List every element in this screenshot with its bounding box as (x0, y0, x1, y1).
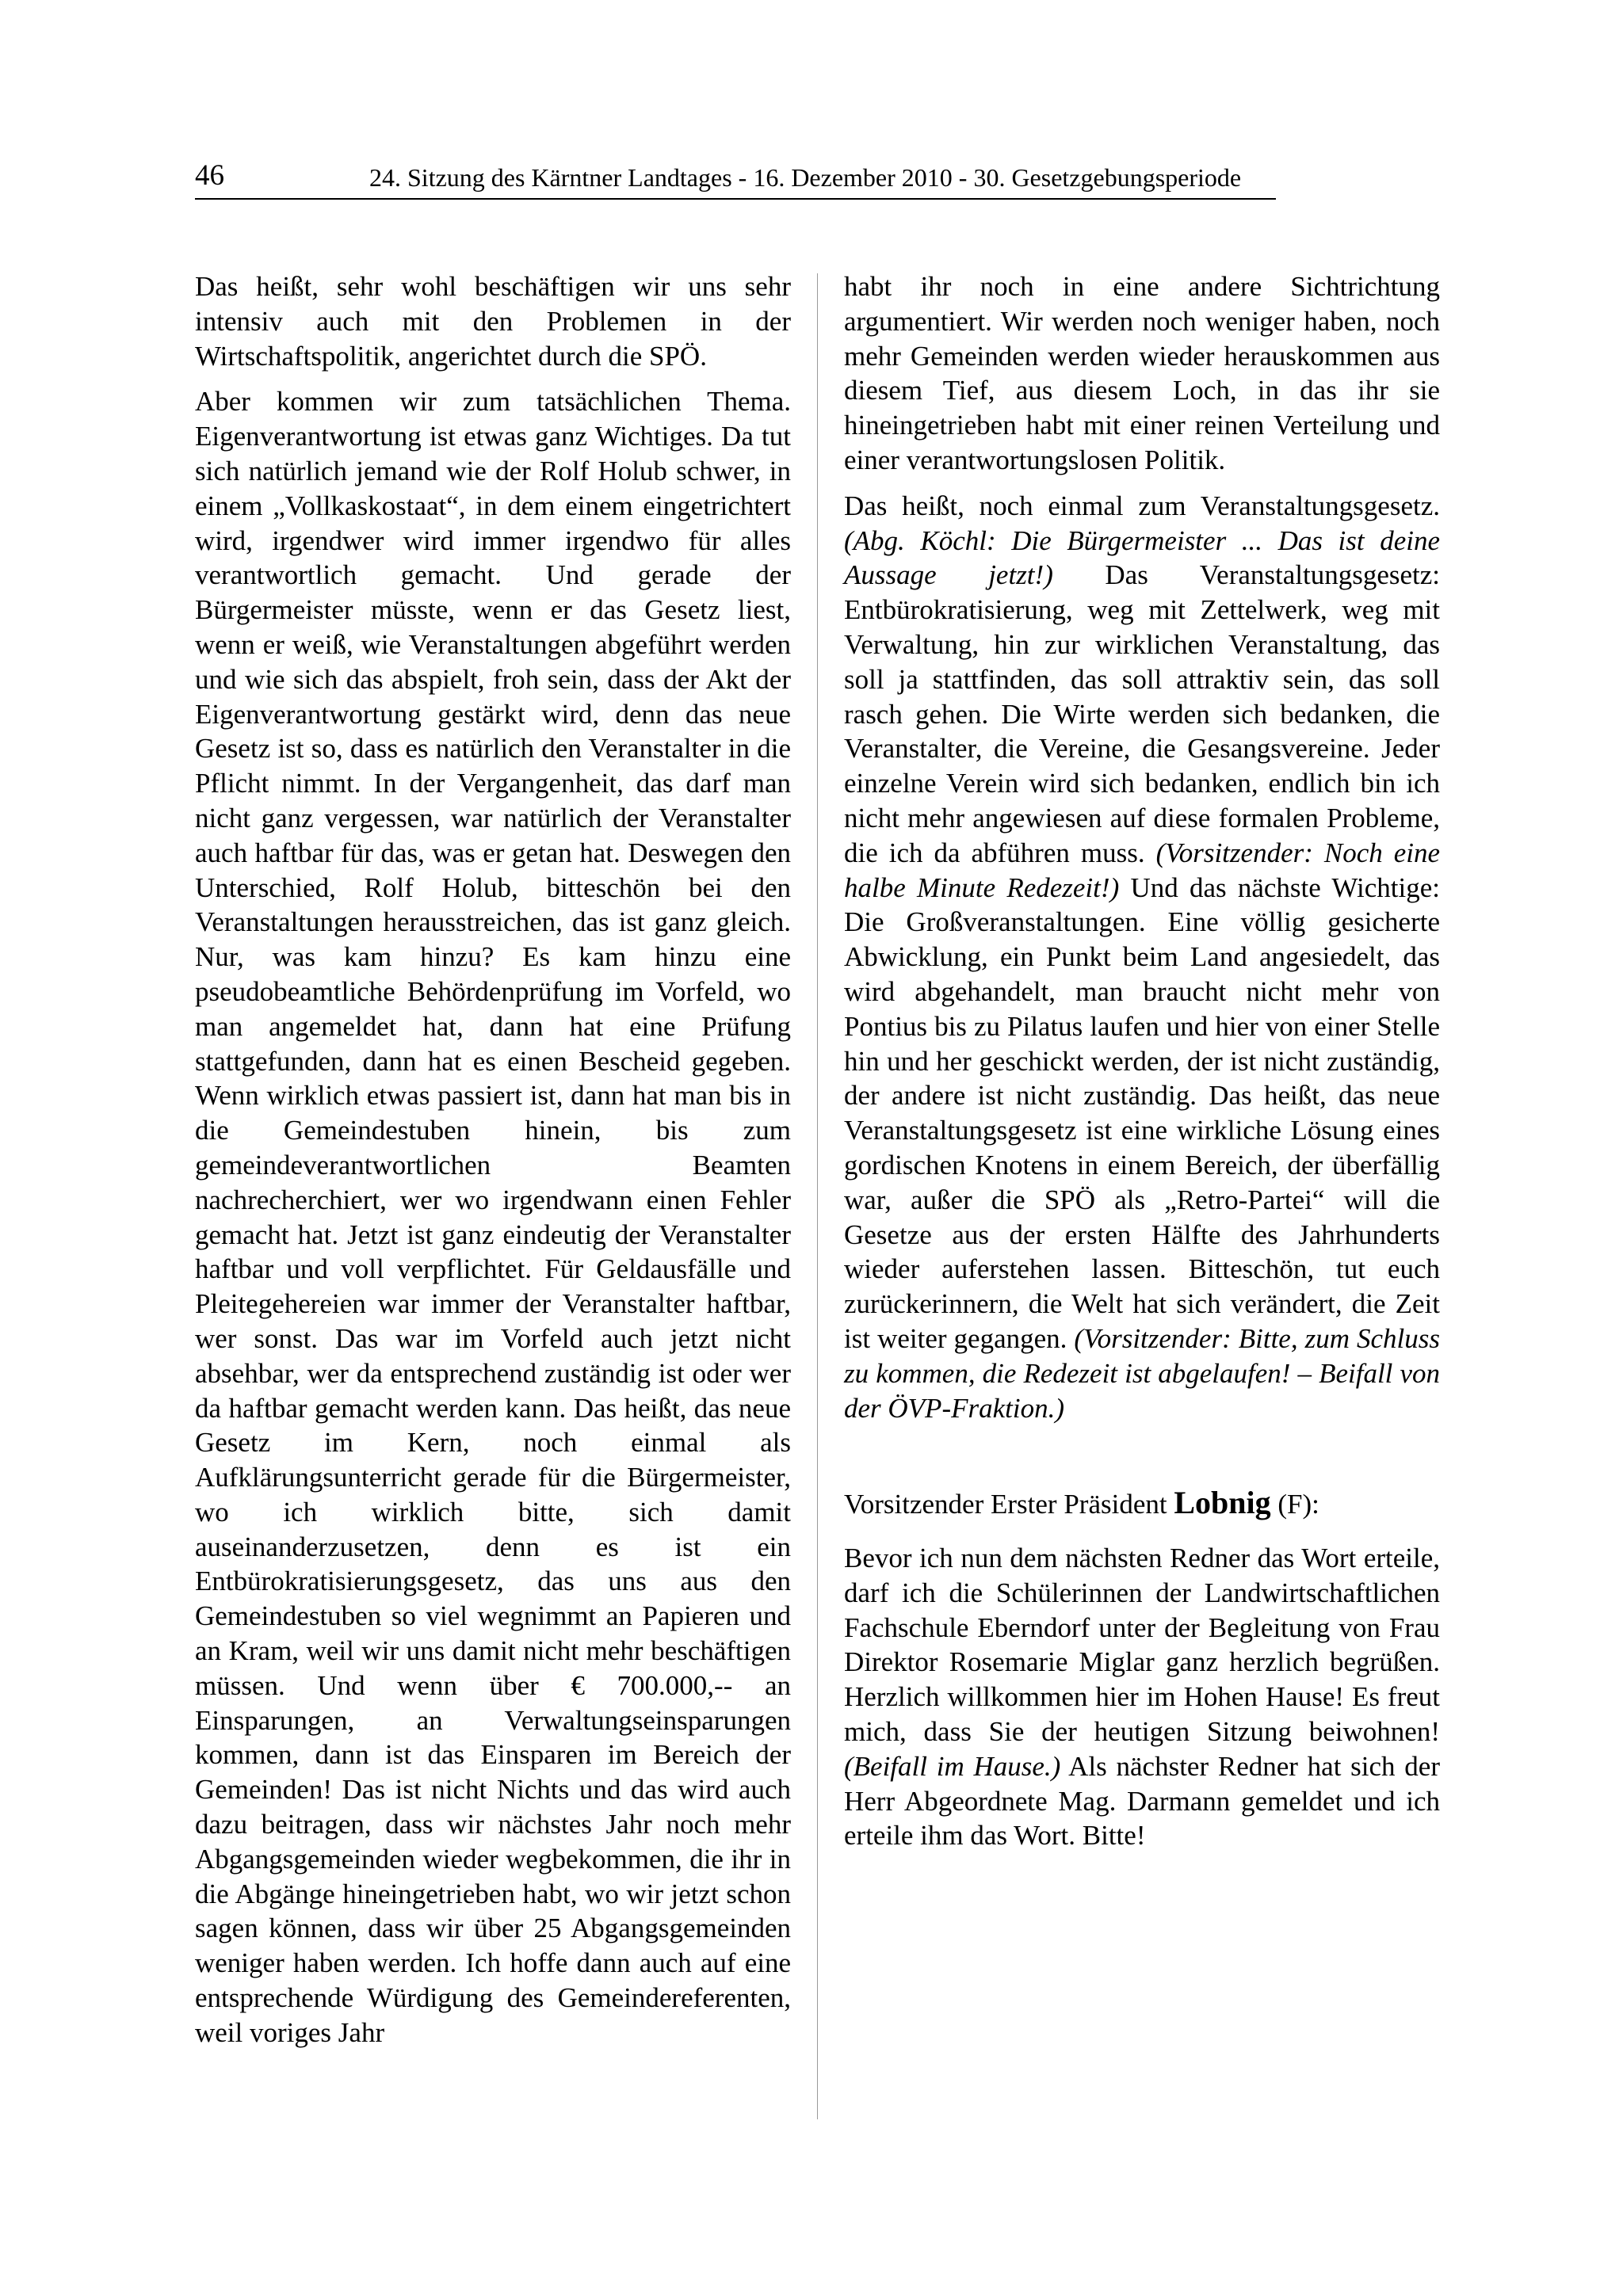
text-run: Das Veranstaltungsgesetz: Entbürokratisierung, weg mit Zettelwerk, weg mit Verwaltung, hin zur wirklichen Veranstaltung, das soll ja stattfinden, das soll attraktiv sein, das soll rasch gehen. Die Wirte werden sich bedanken, die Veranstalter, die Vereine, die Gesangsvereine. Jeder einzelne Verein wird sich bedanken, endlich bin ich nicht mehr angewiesen auf diese formalen Probleme, die ich da abführen muss. (844, 559, 1441, 868)
interjection: (Abg. Köchl: Die Bürgermeister ... Das ist deine Aussage jetzt!) (844, 524, 1440, 591)
page-number: 46 (195, 159, 224, 192)
text-run: Das heißt, noch einmal zum Veranstaltungsgesetz. (844, 490, 1440, 521)
paragraph (844, 1541, 1440, 1853)
right-column (844, 269, 1440, 1864)
speaker-line (844, 1486, 1440, 1522)
left-column (195, 269, 791, 2061)
paragraph: habt ihr noch in eine andere Sichtrichtung argumentiert. Wir werden noch weniger haben, noch mehr Gemeinden werden wieder herauskommen aus diesem Tief, aus diesem Loch, in das ihr sie hineingetrieben habt mit einer reinen Verteilung und einer verantwortungslosen Politik. (844, 271, 1440, 475)
speaker-name: Lobnig (1174, 1485, 1271, 1521)
text-run: Bevor ich nun dem nächsten Redner das Wort erteile, darf ich die Schülerinnen der Landwirtschaftlichen Fachschule Eberndorf unter der Begleitung von Frau Direktor Rosemarie Miglar ganz herzlich begrüßen. Herzlich willkommen hier im Hohen Hause! Es freut mich, dass Sie der heutigen Sitzung beiwohnen! (844, 1543, 1440, 1748)
paragraph: Das heißt, sehr wohl beschäftigen wir uns sehr intensiv auch mit den Problemen in der Wirtschaftspolitik, angerichtet durch die SPÖ. (195, 271, 791, 372)
paragraph: Aber kommen wir zum tatsächlichen Thema. Eigenverantwortung ist etwas ganz Wichtiges. Da tut sich natürlich jemand wie der Rolf Holub schwer, in einem „Vollkaskostaat“, in dem einem eingetrichtert wird, irgendwer wird immer irgendwo für alles verantwortlich gemacht. Und gerade der Bürgermeister müsste, wenn er das Gesetz liest, wenn er weiß, wie Veranstaltungen abgeführt werden und wie sich das abspielt, froh sein, dass der Akt der Eigenverantwortung gestärkt wird, denn das neue Gesetz ist so, dass es natürlich den Veranstalter in die Pflicht nimmt. In der Vergangenheit, das darf man nicht ganz vergessen, war natürlich der Veranstalter auch haftbar für das, was er getan hat. Deswegen den Unterschied, Rolf Holub, bitteschön bei den Veranstaltungen herausstreichen, das ist ganz gleich. Nur, was kam hinzu? Es kam hinzu eine pseudobeamtliche Behördenprüfung im Vorfeld, wo man angemeldet hat, dann hat eine Prüfung stattgefunden, dann hat es einen Bescheid gegeben. Wenn wirklich etwas passiert ist, dann hat man bis in die Gemeindestuben hinein, bis zum gemeindeverantwortlichen Beamten nachrecherchiert, wer wo irgendwann einen Fehler gemacht hat. Jetzt ist ganz eindeutig der Veranstalter haftbar und voll verpflichtet. Für Geldausfälle und Pleitegehereien war immer der Veranstalter haftbar, wer sonst. Das war im Vorfeld auch jetzt nicht absehbar, wer da entsprechend zuständig ist oder wer da haftbar gemacht werden kann. Das heißt, das neue Gesetz im Kern, noch einmal als Aufklärungsunterricht gerade für die Bürgermeister, wo ich wirklich bitte, sich damit auseinanderzusetzen, denn es ist ein Entbürokratisierungsgesetz, das uns aus den Gemeindestuben so viel wegnimmt an Papieren und an Kram, weil wir uns damit nicht mehr beschäftigen müssen. Und wenn über € 700.000,-- an Einsparungen, an Verwaltungseinsparungen kommen, dann ist das Einsparen im Bereich der Gemeinden! Das ist nicht Nichts und das wird auch dazu beitragen, dass wir nächstes Jahr noch mehr Abgangsgemeinden wieder wegbekommen, die ihr in die Abgänge hineingetrieben habt, wo wir jetzt schon sagen können, dass wir über 25 Abgangsgemeinden weniger haben werden. Ich hoffe dann auch auf eine entsprechende Würdigung des Gemeindereferenten, weil voriges Jahr (195, 386, 791, 2048)
text-run: Und das nächste Wichtige: Die Großveranstaltungen. Eine völlig gesicherte Abwicklung, ein Punkt beim Land angesiedelt, das wird abgehandelt, man braucht nicht mehr von Pontius bis zu Pilatus laufen und hier von einer Stelle hin und her geschickt werden, der ist nicht zuständig, der andere ist nicht zuständig. Das heißt, das neue Veranstaltungsgesetz ist eine wirkliche Lösung eines gordischen Knotens in einem Bereich, der überfällig war, außer die SPÖ als „Retro-Partei“ will die Gesetze aus der ersten Hälfte des Jahrhunderts wieder auferstehen lassen. Bitteschön, tut euch zurückerinnern, die Welt hat sich verändert, die Zeit ist weiter gegangen. (844, 871, 1440, 1354)
text-run: Als nächster Redner hat sich der Herr Abgeordnete Mag. Darmann gemeldet und ich erteile ihm das Wort. Bitte! (844, 1750, 1440, 1852)
interjection: (Vorsitzender: Bitte, zum Schluss zu kommen, die Redezeit ist abgelaufen! – Beifall von der ÖVP-Fraktion.) (844, 1322, 1441, 1424)
speaker-party: (F): (1270, 1489, 1319, 1520)
speaker-role: Vorsitzender Erster Präsident (844, 1489, 1174, 1520)
running-title: 24. Sitzung des Kärntner Landtages - 16. Dezember 2010 - 30. Gesetzgebungsperiode (369, 163, 1242, 192)
interjection: (Vorsitzender: Noch eine halbe Minute Redezeit!) (844, 837, 1441, 903)
interjection: (Beifall im Hause.) (844, 1750, 1061, 1782)
column-divider (817, 273, 818, 2119)
header-rule (195, 198, 1276, 200)
paragraph (844, 489, 1440, 1426)
page-header (195, 158, 1276, 200)
